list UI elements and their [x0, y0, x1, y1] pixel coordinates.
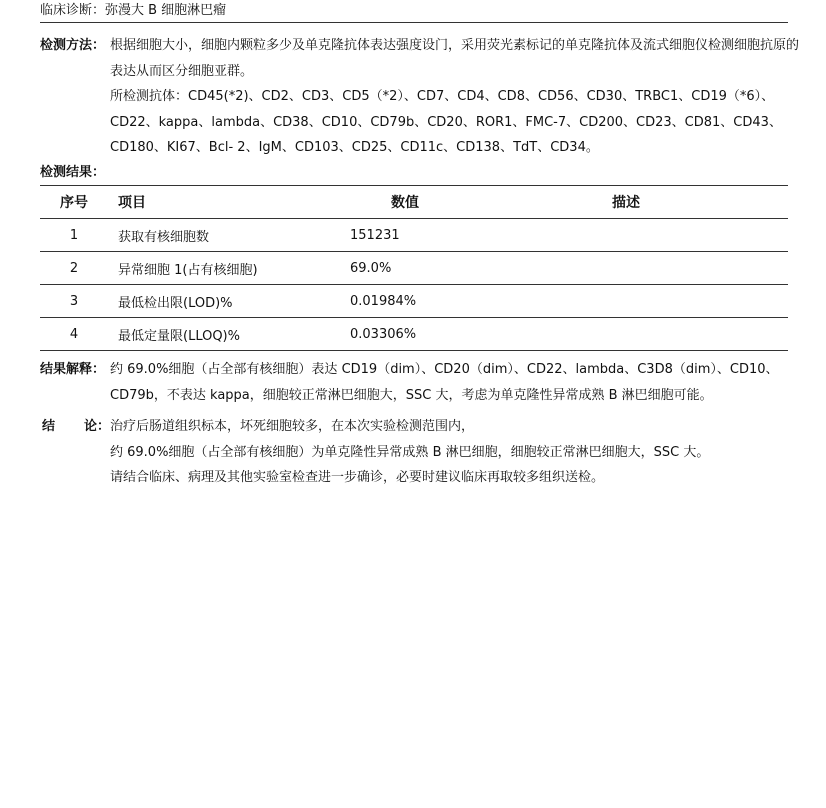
conclusion-line-1: 治疗后肠道组织标本，坏死细胞较多，在本次实验检测范围内，	[110, 419, 475, 434]
table-row	[40, 252, 788, 285]
cell-desc	[550, 285, 788, 318]
cell-item: 最低检出限(LOD)%	[108, 285, 350, 318]
cell-desc	[550, 318, 788, 351]
cell-value: 0.03306%	[350, 318, 550, 351]
header-no: 序号	[40, 186, 108, 219]
cell-value: 0.01984%	[350, 285, 550, 318]
method-label: 检测方法：	[40, 38, 106, 53]
results-table	[40, 185, 788, 351]
cell-desc	[550, 219, 788, 252]
table-row	[40, 318, 788, 351]
header-desc: 描述	[550, 186, 788, 219]
cell-no: 4	[40, 318, 108, 351]
interpretation-text: 约 69.0%细胞（占全部有核细胞）表达 CD19（dim）、CD20（dim）、CD22、lambda、C3D8（dim）、CD10、CD79b，不表达 kappa，细胞较正常淋巴细胞大，SSC 大，考虑为单克隆性异常成熟 B 淋巴细胞可能。	[110, 362, 779, 403]
table-header-row	[40, 186, 788, 219]
cell-no: 2	[40, 252, 108, 285]
conclusion-section	[40, 414, 800, 491]
header-item: 项目	[108, 186, 350, 219]
conclusion-line-3: 请结合临床、病理及其他实验室检查进一步确诊，必要时建议临床再取较多组织送检。	[110, 470, 605, 485]
cell-item: 最低定量限(LLOQ)%	[108, 318, 350, 351]
results-label: 检测结果：	[40, 165, 106, 180]
interpretation-label: 结果解释：	[40, 362, 106, 377]
conclusion-label	[40, 414, 110, 491]
conclusion-label-a: 结	[42, 419, 56, 434]
cell-no: 1	[40, 219, 108, 252]
interpretation-section	[40, 357, 800, 408]
cell-no: 3	[40, 285, 108, 318]
cell-item: 获取有核细胞数	[108, 219, 350, 252]
clinical-diagnosis: 临床诊断：弥漫大 B 细胞淋巴瘤	[40, 0, 788, 23]
cell-desc	[550, 252, 788, 285]
cell-item: 异常细胞 1(占有核细胞)	[108, 252, 350, 285]
antibody-list: 所检测抗体：CD45(*2)、CD2、CD3、CD5（*2）、CD7、CD4、CD8、CD56、CD30、TRBC1、CD19（*6）、CD22、kappa、lambda、CD38、CD10、CD79b、CD20、ROR1、FMC-7、CD200、CD23、CD81、CD43、CD180、KI67、Bcl- 2、IgM、CD103、CD25、CD11c、CD138、TdT、CD34。	[110, 89, 782, 155]
table-row	[40, 219, 788, 252]
method-description: 根据细胞大小，细胞内颗粒多少及单克隆抗体表达强度设门，采用荧光素标记的单克隆抗体及流式细胞仪检测细胞抗原的表达从而区分细胞亚群。	[110, 38, 800, 79]
table-row	[40, 285, 788, 318]
cell-value: 151231	[350, 219, 550, 252]
conclusion-label-b: 论：	[83, 419, 110, 434]
method-section	[40, 33, 800, 161]
conclusion-line-2: 约 69.0%细胞（占全部有核细胞）为单克隆性异常成熟 B 淋巴细胞，细胞较正常淋巴细胞大，SSC 大。	[110, 444, 710, 460]
header-value: 数值	[350, 186, 550, 219]
cell-value: 69.0%	[350, 252, 550, 285]
